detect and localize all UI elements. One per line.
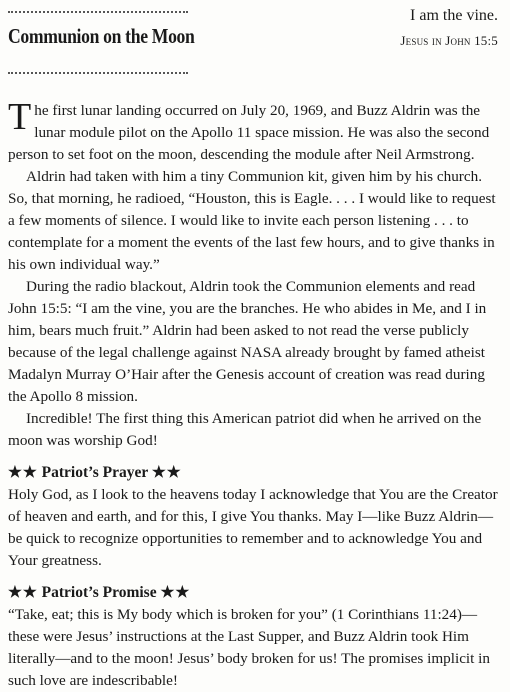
prayer-heading-text: Patriot’s Prayer	[41, 464, 148, 481]
drop-cap: T	[8, 96, 32, 138]
story-paragraph-1-text: he first lunar landing occurred on July 20, 1969, and Buzz Aldrin was the lunar module pilot on the Apollo 11 space mission. He was also the second person to set foot on the moon, descending the module after Neil Armstrong.	[8, 102, 490, 163]
story-paragraph-4: Incredible! The first thing this American patriot did when he arrived on the moon was worship God!	[8, 410, 482, 449]
star-icon: ★★	[151, 464, 182, 481]
page-title: Communion on the Moon	[8, 24, 195, 48]
story-paragraph-1	[8, 96, 502, 166]
epigraph-verse: I am the vine.	[410, 7, 498, 24]
devotional-body	[8, 96, 502, 692]
star-icon: ★★	[8, 584, 38, 601]
story-paragraph-2: Aldrin had taken with him a tiny Communion kit, given him by his church. So, that morning, he radioed, “Houston, this is Eagle. . . . I would like to request a few moments of silence. I would like to invite each person listening . . . to contemplate for a moment the events of the last few hours, and to give thanks in his own individual way.”	[8, 168, 496, 273]
prayer-text: Holy God, as I look to the heavens today I acknowledge that You are the Creator of heaven and earth, and for this, I give You thanks. May I—like Buzz Aldrin—be quick to recognize opportunities to remember and to acknowledge You and Your greatness.	[8, 486, 498, 569]
prayer-heading	[8, 462, 502, 484]
top-dotted-rule	[8, 11, 188, 13]
promise-text: “Take, eat; this is My body which is broken for you” (1 Corinthians 11:24)—these were Jesus’ instructions at the Last Supper, and Buzz Aldrin took Him literally—and to the moon! Jesus’ body broken for us! The promises implicit in such love are indescribable!	[8, 606, 490, 689]
story-paragraph-3: During the radio blackout, Aldrin took the Communion elements and read John 15:5: “I am the vine, you are the branches. He who abides in Me, and I in him, bears much fruit.” Aldrin had been asked to not read the verse publicly because of the legal challenge against NASA already brought by famed atheist Madalyn Murray O’Hair after the Genesis account of creation was read during the Apollo 8 mission.	[8, 278, 487, 405]
star-icon: ★★	[160, 584, 191, 601]
star-icon: ★★	[8, 464, 38, 481]
promise-heading	[8, 582, 502, 604]
epigraph-reference: Jesus in John 15:5	[400, 33, 498, 48]
promise-heading-text: Patriot’s Promise	[41, 584, 157, 601]
bottom-dotted-rule	[8, 72, 188, 74]
